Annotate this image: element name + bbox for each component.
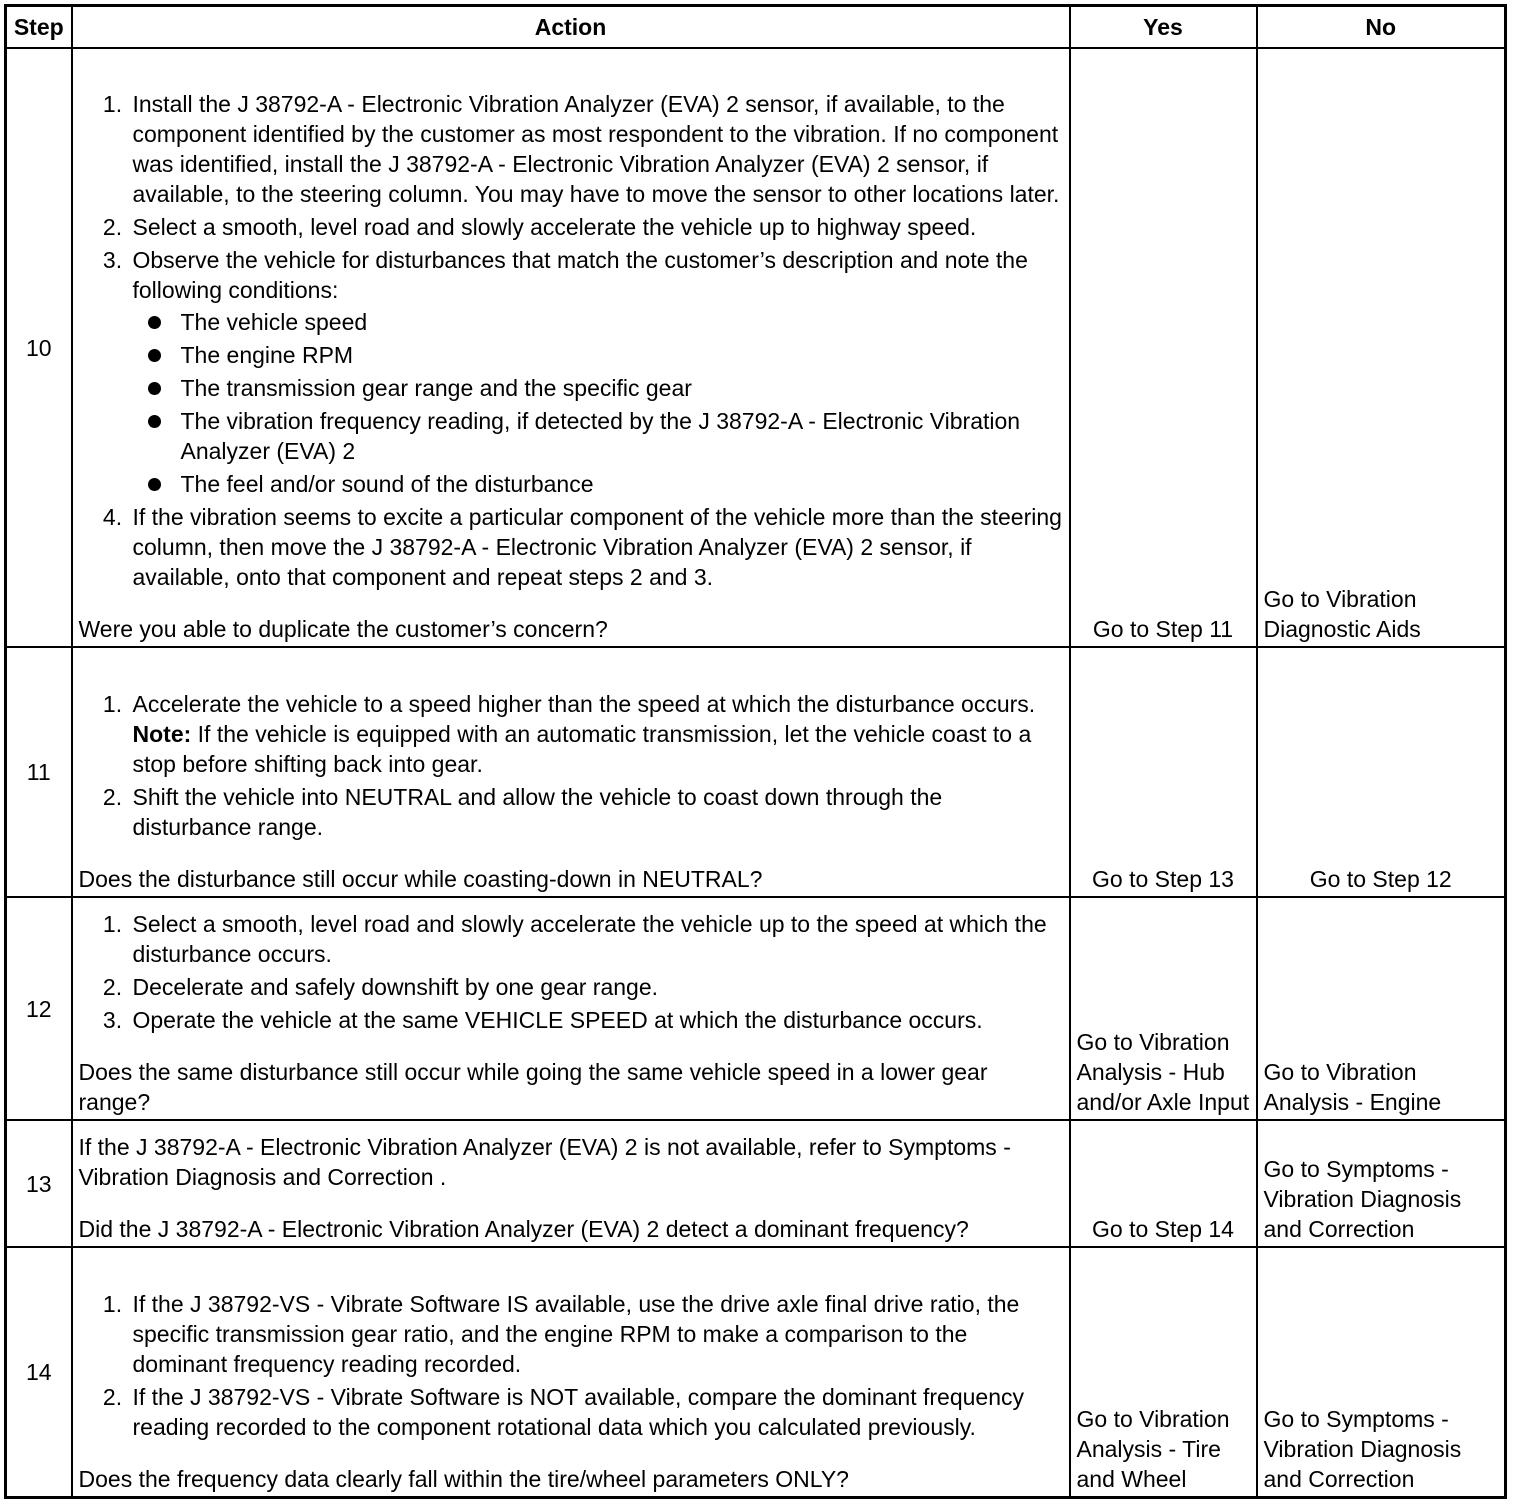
step-number: 13 bbox=[6, 1120, 72, 1247]
list-item: 2. Decelerate and safely downshift by one gear range. bbox=[129, 972, 1063, 1002]
step-number: 11 bbox=[6, 647, 72, 897]
yes-cell: Go to Step 11 bbox=[1070, 48, 1257, 647]
action-steps bbox=[79, 909, 1063, 1035]
list-item bbox=[129, 689, 1063, 779]
intro-text: If the J 38792-A - Electronic Vibration Analyzer (EVA) 2 is not available, refer to Symptoms - Vibration Diagnosis and Correction . bbox=[78, 1134, 1011, 1190]
list-item-text: Accelerate the vehicle to a speed higher than the speed at which the disturbance occurs. bbox=[132, 691, 1036, 717]
list-item: 4. If the vibration seems to excite a particular component of the vehicle more than the steering column, then move the J 38792-A - Electronic Vibration Analyzer (EVA) 2 sensor, if available, onto that component and repeat steps 2 and 3. bbox=[129, 502, 1063, 592]
header-row bbox=[6, 6, 1506, 49]
question-text: Did the J 38792-A - Electronic Vibration Analyzer (EVA) 2 detect a dominant frequency? bbox=[78, 1216, 969, 1242]
bullet-item: The vibration frequency reading, if detected by the J 38792-A - Electronic Vibration Analyzer (EVA) 2 bbox=[181, 406, 1063, 466]
step-number: 14 bbox=[6, 1247, 72, 1497]
list-item: 1. Install the J 38792-A - Electronic Vibration Analyzer (EVA) 2 sensor, if available, to the component identified by the customer as most respondent to the vibration. If no component was identified, install the J 38792-A - Electronic Vibration Analyzer (EVA) 2 sensor, if available, to the steering column. You may have to move the sensor to other locations later. bbox=[129, 89, 1063, 209]
yes-cell: Go to Vibration Analysis - Tire and Wheel bbox=[1070, 1247, 1257, 1497]
header-step: Step bbox=[6, 6, 72, 49]
action-cell bbox=[72, 897, 1070, 1120]
action-cell bbox=[72, 647, 1070, 897]
bullet-item: The vehicle speed bbox=[181, 307, 1063, 337]
table-row bbox=[6, 48, 1506, 647]
condition-bullets bbox=[133, 307, 1063, 499]
no-cell: Go to Vibration Diagnostic Aids bbox=[1257, 48, 1506, 647]
header-action: Action bbox=[72, 6, 1070, 49]
list-item: 2. If the J 38792-VS - Vibrate Software is NOT available, compare the dominant frequency reading recorded to the component rotational data which you calculated previously. bbox=[129, 1382, 1063, 1442]
list-item-text: Observe the vehicle for disturbances that match the customer’s description and note the following conditions: bbox=[132, 247, 1028, 303]
bullet-item: The engine RPM bbox=[181, 340, 1063, 370]
no-cell: Go to Vibration Analysis - Engine bbox=[1257, 897, 1506, 1120]
yes-cell: Go to Step 13 bbox=[1070, 647, 1257, 897]
diagnostic-table bbox=[4, 4, 1507, 1499]
question-text: Does the disturbance still occur while coasting-down in NEUTRAL? bbox=[78, 866, 763, 892]
action-steps bbox=[79, 689, 1063, 842]
list-item: 2. Shift the vehicle into NEUTRAL and allow the vehicle to coast down through the disturbance range. bbox=[129, 782, 1063, 842]
no-cell: Go to Symptoms - Vibration Diagnosis and Correction bbox=[1257, 1247, 1506, 1497]
action-steps bbox=[79, 89, 1063, 592]
note-text: If the vehicle is equipped with an automatic transmission, let the vehicle coast to a stop before shifting back into gear. bbox=[132, 721, 1032, 777]
table-row bbox=[6, 1247, 1506, 1497]
action-cell bbox=[72, 1120, 1070, 1247]
action-cell bbox=[72, 1247, 1070, 1497]
bullet-item: The transmission gear range and the specific gear bbox=[181, 373, 1063, 403]
no-cell: Go to Symptoms - Vibration Diagnosis and Correction bbox=[1257, 1120, 1506, 1247]
no-cell: Go to Step 12 bbox=[1257, 647, 1506, 897]
table-row bbox=[6, 1120, 1506, 1247]
yes-cell: Go to Vibration Analysis - Hub and/or Axle Input bbox=[1070, 897, 1257, 1120]
list-item: 1. If the J 38792-VS - Vibrate Software IS available, use the drive axle final drive ratio, the specific transmission gear ratio, and the engine RPM to make a comparison to the dominant frequency reading recorded. bbox=[129, 1289, 1063, 1379]
yes-cell: Go to Step 14 bbox=[1070, 1120, 1257, 1247]
list-item bbox=[129, 245, 1063, 499]
question-text: Were you able to duplicate the customer’s concern? bbox=[78, 616, 608, 642]
note-label: Note: bbox=[132, 721, 192, 747]
list-item: 3. Operate the vehicle at the same VEHICLE SPEED at which the disturbance occurs. bbox=[129, 1005, 1063, 1035]
action-steps bbox=[79, 1289, 1063, 1442]
step-number: 10 bbox=[6, 48, 72, 647]
table-row bbox=[6, 897, 1506, 1120]
table-row bbox=[6, 647, 1506, 897]
question-text: Does the frequency data clearly fall within the tire/wheel parameters ONLY? bbox=[78, 1465, 849, 1492]
list-item: 2. Select a smooth, level road and slowly accelerate the vehicle up to highway speed. bbox=[129, 212, 1063, 242]
header-yes: Yes bbox=[1070, 6, 1257, 49]
header-no: No bbox=[1257, 6, 1506, 49]
bullet-item: The feel and/or sound of the disturbance bbox=[181, 469, 1063, 499]
question-text: Does the same disturbance still occur while going the same vehicle speed in a lower gear range? bbox=[78, 1059, 988, 1115]
list-item: 1. Select a smooth, level road and slowly accelerate the vehicle up to the speed at which the disturbance occurs. bbox=[129, 909, 1063, 969]
step-number: 12 bbox=[6, 897, 72, 1120]
action-cell bbox=[72, 48, 1070, 647]
